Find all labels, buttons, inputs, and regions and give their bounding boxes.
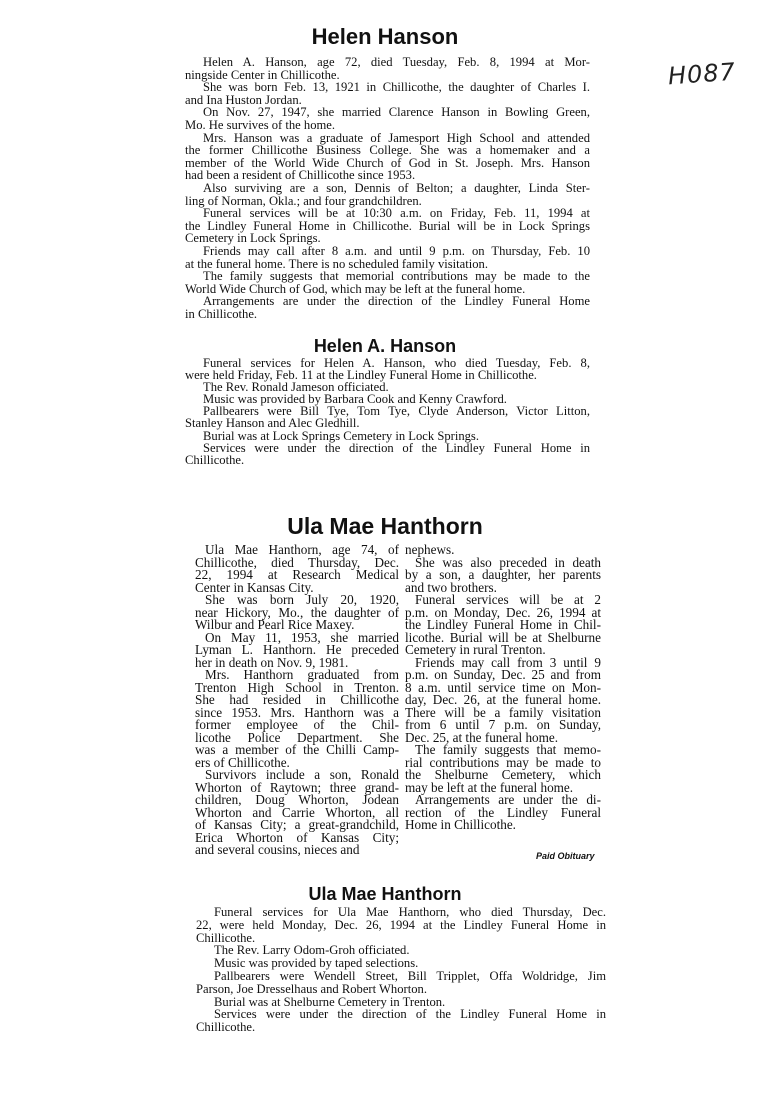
text-line: was a member of the Chilli Camp- (195, 742, 399, 757)
text-line: Funeral services will be at 10:30 a.m. on Friday, Feb. 11, 1994 at (203, 206, 590, 221)
paragraph (405, 744, 601, 794)
text-line: Mrs. Hanson was a graduate of Jamesport High School and attended (203, 130, 590, 145)
text-line: rection of the Lindley Funeral (405, 804, 601, 820)
text-line: Funeral services for Helen A. Hanson, who died Tuesday, Feb. 8, (203, 356, 590, 370)
paragraph (185, 207, 590, 245)
text-line: She was born Feb. 13, 1921 in Chillicothe, the daughter of Charles I. (203, 80, 590, 95)
text-line: and several cousins, nieces and (195, 842, 360, 857)
paragraph (196, 906, 606, 944)
text-line: Friends may call from 3 until 9 (415, 654, 601, 670)
paragraph (405, 594, 601, 657)
funeral-notice-body-ula-mae-hanthorn (196, 906, 606, 1034)
text-line: rial contributions may be made to (405, 754, 601, 770)
text-line: former employee of the Chil- (195, 717, 399, 732)
archive-mark: H087 (667, 57, 737, 91)
paragraph (185, 182, 590, 207)
text-line: from 6 until 7 p.m. on Sunday, (405, 717, 601, 732)
text-line: The Rev. Larry Odom-Groh officiated. (214, 943, 410, 958)
text-line: Music was provided by taped selections. (214, 956, 419, 971)
text-line: Chillicothe, died Thursday, Dec. (195, 554, 399, 570)
text-line: of Kansas City; a great-grandchild, (195, 817, 399, 832)
text-line: Whorton of Raytown; three grand- (195, 779, 399, 795)
text-line: Funeral services will be at 2 (415, 592, 601, 607)
text-line: children, Doug Whorton, Jodean (195, 792, 399, 807)
text-line: There will be a family visitation (405, 704, 601, 720)
text-line: Survivors include a son, Ronald (205, 767, 399, 782)
paragraph (185, 430, 590, 442)
text-line: 22, were held Monday, Dec. 26, 1994 at the Lindley Funeral Home in (196, 917, 606, 932)
obituary-title-ula-mae-hanthorn: Ula Mae Hanthorn (287, 513, 483, 539)
text-line: since 1953. Mrs. Hanthorn was a (195, 704, 399, 720)
paragraph (405, 794, 601, 832)
text-line: Music was provided by Barbara Cook and Kenny Crawford. (203, 392, 507, 407)
text-line: Chillicothe. (196, 930, 256, 945)
text-line: Pallbearers were Wendell Street, Bill Tripplet, Offa Woldridge, Jim (214, 968, 606, 983)
text-line: Funeral services for Ula Mae Hanthorn, who died Thursday, Dec. (214, 905, 606, 919)
text-line: p.m. on Monday, Dec. 26, 1994 at (405, 604, 601, 620)
obituary-column-right (405, 544, 601, 832)
text-line: Helen A. Hanson, age 72, died Tuesday, Feb. 8, 1994 at Mor- (203, 55, 590, 69)
paid-obituary-label: Paid Obituary (536, 851, 595, 861)
paragraph (185, 132, 590, 182)
text-line: Arrangements are under the di- (415, 792, 601, 807)
text-line: She was born July 20, 1920, (205, 592, 399, 607)
paragraph (185, 81, 590, 106)
text-line: Lyman L. Hanthorn. He preceded (195, 642, 399, 657)
text-line: Wilbur and Pearl Rice Maxey. (195, 617, 355, 632)
text-line: Chillicothe. (196, 1020, 256, 1035)
paragraph (185, 442, 590, 466)
funeral-notice-title-ula-mae-hanthorn: Ula Mae Hanthorn (308, 884, 462, 904)
text-line: Arrangements are under the direction of the Lindley Funeral Home (203, 294, 590, 309)
text-line: were held Friday, Feb. 11 at the Lindley Funeral Home in Chillicothe. (185, 368, 537, 383)
text-line: Home in Chillicothe. (405, 817, 516, 832)
text-line: Dec. 25, at the funeral home. (405, 729, 559, 745)
text-line: Chillicothe. (185, 452, 245, 467)
paragraph (405, 654, 601, 745)
text-line: and Ina Huston Jordan. (185, 92, 302, 107)
text-line: Ula Mae Hanthorn, age 74, of (205, 542, 399, 557)
text-line: in Chillicothe. (185, 306, 258, 321)
text-line: 22, 1994 at Research Medical (195, 567, 399, 582)
paragraph (195, 769, 399, 857)
paragraph (185, 106, 590, 131)
paragraph (185, 405, 590, 429)
text-line: the Lindley Funeral Home in Chillicothe. Burial will be in Lock Springs (185, 218, 590, 233)
paragraph (196, 970, 606, 996)
obituary-column-left (195, 544, 399, 857)
text-line: ers of Chillicothe. (195, 754, 290, 770)
text-line: Also surviving are a son, Dennis of Belton; a daughter, Linda Ster- (203, 180, 590, 195)
text-line: had been a resident of Chillicothe since 1953. (185, 168, 416, 183)
text-line: She had resided in Chillicothe (195, 692, 399, 707)
text-line: the Shelburne Cemetery, which (405, 767, 601, 782)
paragraph (196, 1008, 606, 1034)
paragraph (185, 270, 590, 295)
text-line: Pallbearers were Bill Tye, Tom Tye, Clyde Anderson, Victor Litton, (203, 404, 590, 419)
paragraph (185, 357, 590, 381)
paragraph (185, 295, 590, 320)
text-line: Erica Whorton of Kansas City; (195, 829, 399, 845)
text-line: her in death on Nov. 9, 1981. (195, 654, 349, 670)
text-line: licothe Police Department. She (195, 729, 399, 745)
text-line: Cemetery in rural Trenton. (405, 642, 546, 657)
text-line: Whorton and Carrie Whorton, all (195, 804, 399, 820)
text-line: Parson, Joe Dresselhaus and Robert Whorton. (196, 981, 427, 996)
text-line: at the funeral home. There is no scheduled family visitation. (185, 256, 488, 271)
paragraph (185, 56, 590, 81)
text-line: The Rev. Ronald Jameson officiated. (203, 380, 389, 395)
obituary-title-helen-hanson: Helen Hanson (311, 24, 459, 49)
text-line: licothe. Burial will be at Shelburne (405, 629, 601, 645)
text-line: the former Chillicothe Business College. She was a homemaker and a (185, 143, 590, 158)
text-line: by a son, a daughter, her parents (405, 567, 601, 582)
text-line: near Hickory, Mo., the daughter of (195, 604, 399, 620)
text-line: may be left at the funeral home. (405, 779, 574, 795)
text-line: Burial was at Lock Springs Cemetery in Lock Springs. (203, 428, 479, 443)
paragraph (185, 245, 590, 270)
text-line: The family suggests that memo- (415, 742, 601, 757)
text-line: On Nov. 27, 1947, she married Clarence Hanson in Bowling Green, (203, 105, 590, 120)
text-line: day, Dec. 26, at the funeral home. (405, 692, 601, 707)
paragraph (195, 629, 399, 670)
text-line: Mrs. Hanthorn graduated from (205, 667, 399, 682)
paragraph (195, 594, 399, 632)
paragraph (195, 669, 399, 769)
paragraph (405, 554, 601, 595)
text-line: Services were under the direction of the Lindley Funeral Home in (203, 440, 590, 455)
text-line: Burial was at Shelburne Cemetery in Trenton. (214, 994, 446, 1009)
text-line: and two brothers. (405, 579, 497, 595)
text-line: World Wide Church of God, which may be left at the funeral home. (185, 281, 526, 296)
text-line: Cemetery in Lock Springs. (185, 231, 321, 246)
text-line: 8 a.m. until service time on Mon- (405, 679, 601, 695)
text-line: On May 11, 1953, she married (205, 629, 399, 645)
text-line: Trenton High School in Trenton. (195, 679, 399, 695)
text-line: Stanley Hanson and Alec Gledhill. (185, 416, 360, 431)
text-line: The family suggests that memorial contributions may be made to the (203, 269, 590, 284)
text-line: Mo. He survives of the home. (185, 117, 336, 132)
text-line: ling of Norman, Okla.; and four grandchildren. (185, 193, 422, 208)
text-line: Friends may call after 8 a.m. and until 9 p.m. on Thursday, Feb. 10 (203, 243, 590, 258)
obituary-body-helen-hanson (185, 56, 590, 320)
text-line: p.m. on Sunday, Dec. 25 and from (405, 667, 601, 682)
funeral-notice-title-helen-a-hanson: Helen A. Hanson (313, 336, 457, 356)
text-line: She was also preceded in death (415, 554, 601, 570)
text-line: ningside Center in Chillicothe. (185, 67, 340, 82)
text-line: Center in Kansas City. (195, 579, 314, 595)
text-line: Services were under the direction of the Lindley Funeral Home in (214, 1007, 606, 1022)
text-line: the Lindley Funeral Home in Chil- (405, 617, 601, 632)
text-line: member of the World Wide Church of God in St. Joseph. Mrs. Hanson (185, 155, 590, 170)
paragraph (195, 544, 399, 594)
text-line: nephews. (405, 542, 455, 557)
funeral-notice-body-helen-a-hanson (185, 357, 590, 466)
